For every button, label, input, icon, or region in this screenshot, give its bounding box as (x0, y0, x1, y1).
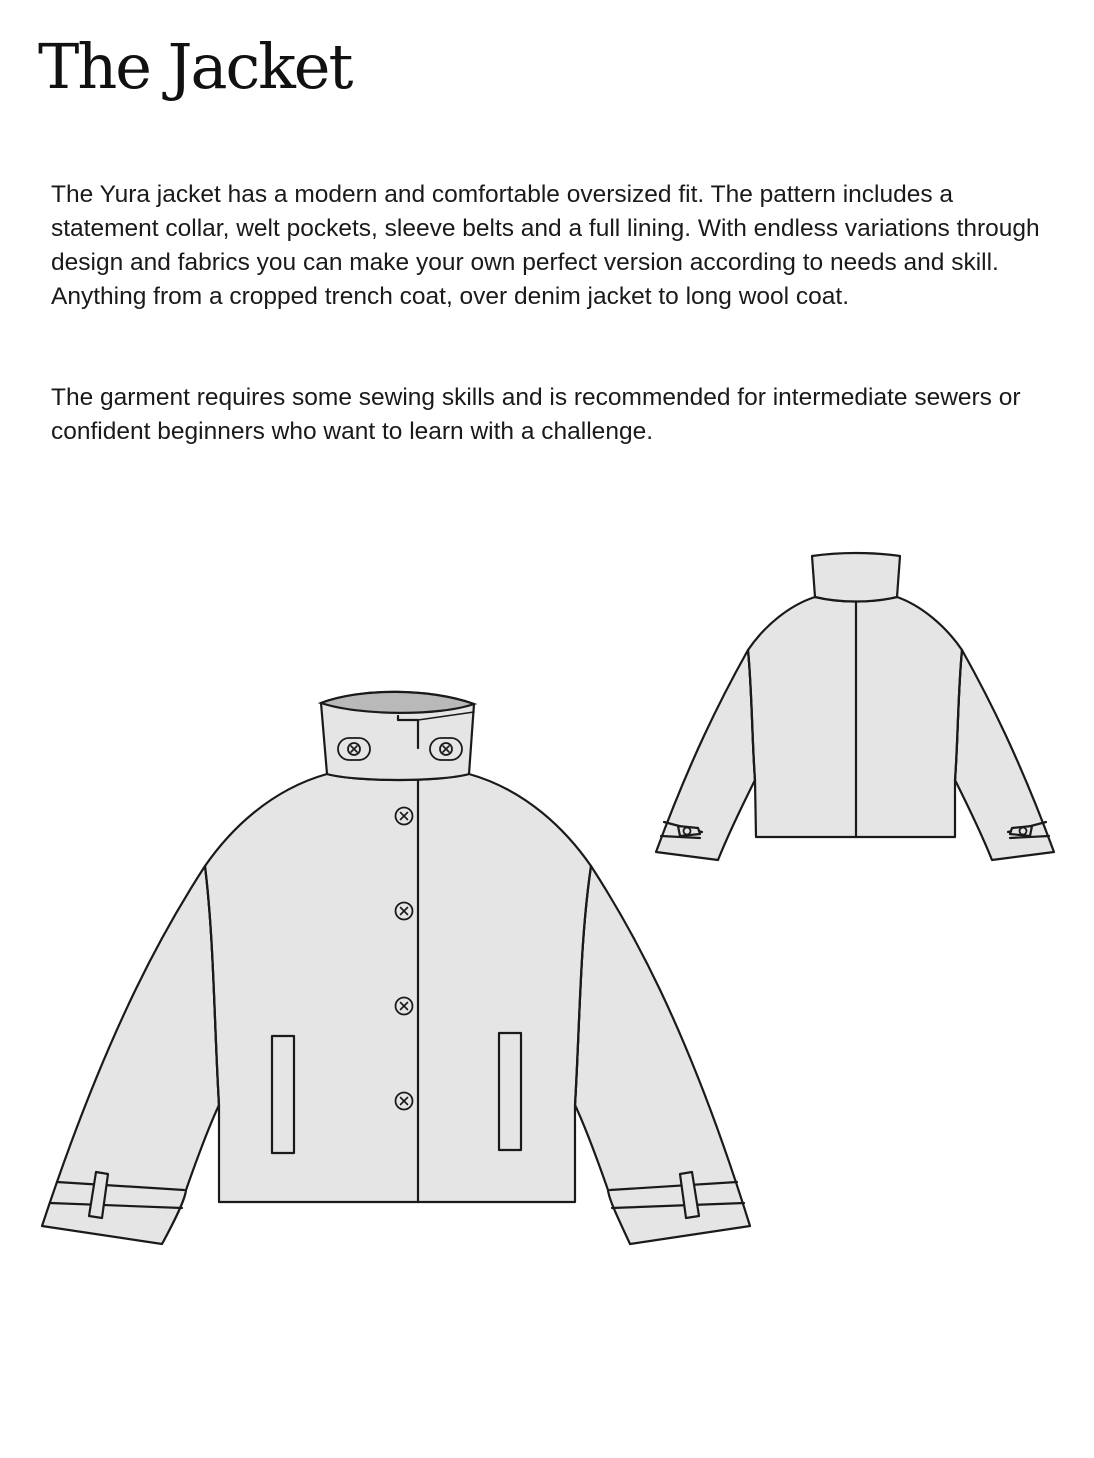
front-body (205, 774, 591, 1202)
welt-pocket-right (499, 1033, 521, 1150)
jacket-front-view (42, 692, 750, 1244)
back-collar (812, 553, 900, 602)
jacket-back-view (656, 553, 1054, 860)
back-left-sleeve (656, 650, 755, 860)
description-paragraph: The Yura jacket has a modern and comfortable oversized fit. The pattern includes a statement collar, welt pockets, sleeve belts and a full lining. With endless variations through design and fabrics you can make your own perfect version according to needs and skill. Anything from a cropped trench coat, over denim jacket to long wool coat. (51, 181, 1040, 310)
skill-level-paragraph: The garment requires some sewing skills and is recommended for intermediate sewers or confident beginners who want to learn with a challenge. (51, 384, 1021, 445)
technical-flat-drawing (0, 540, 1094, 1260)
back-right-sleeve (955, 650, 1054, 860)
welt-pocket-left (272, 1036, 294, 1153)
collar-inner (321, 692, 474, 713)
page-title: The Jacket (38, 30, 352, 103)
